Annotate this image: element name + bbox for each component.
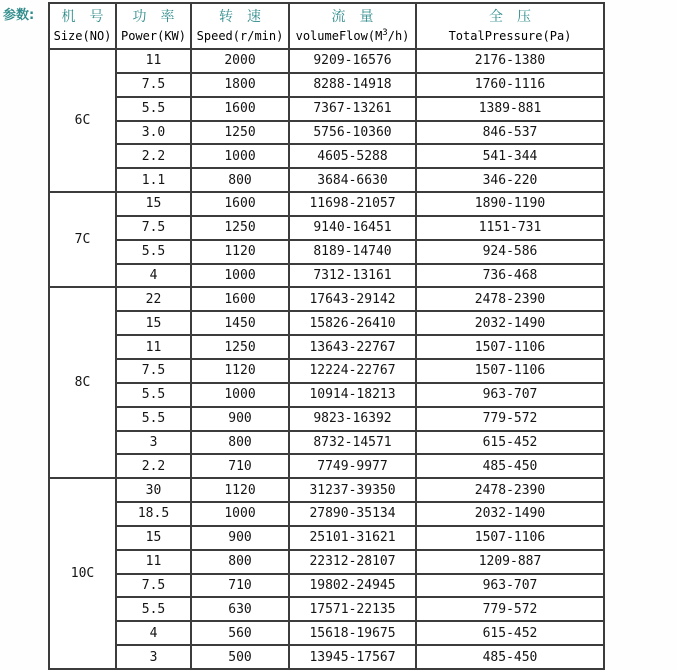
data-cell: 13643-22767 xyxy=(289,335,416,359)
data-cell: 2.2 xyxy=(116,144,191,168)
data-cell: 779-572 xyxy=(416,597,604,621)
data-cell: 8189-14740 xyxy=(289,240,416,264)
data-cell: 11 xyxy=(116,550,191,574)
data-cell: 17643-29142 xyxy=(289,287,416,311)
data-cell: 25101-31621 xyxy=(289,526,416,550)
data-cell: 15 xyxy=(116,192,191,216)
column-header xyxy=(289,3,416,49)
column-header-en: Power(KW) xyxy=(120,29,187,43)
data-cell: 27890-35134 xyxy=(289,502,416,526)
data-cell: 5756-10360 xyxy=(289,121,416,145)
table-row xyxy=(49,597,604,621)
data-cell: 485-450 xyxy=(416,454,604,478)
data-cell: 9823-16392 xyxy=(289,407,416,431)
table-row xyxy=(49,216,604,240)
data-cell: 1760-1116 xyxy=(416,73,604,97)
data-cell: 1600 xyxy=(191,192,289,216)
table-row xyxy=(49,240,604,264)
data-cell: 1.1 xyxy=(116,168,191,192)
data-cell: 1000 xyxy=(191,264,289,288)
column-header-cn: 机 号 xyxy=(61,9,104,25)
table-row xyxy=(49,311,604,335)
data-cell: 846-537 xyxy=(416,121,604,145)
data-cell: 2.2 xyxy=(116,454,191,478)
table-row xyxy=(49,192,604,216)
data-cell: 1250 xyxy=(191,121,289,145)
data-cell: 17571-22135 xyxy=(289,597,416,621)
data-cell: 779-572 xyxy=(416,407,604,431)
data-cell: 2032-1490 xyxy=(416,311,604,335)
data-cell: 924-586 xyxy=(416,240,604,264)
data-cell: 11698-21057 xyxy=(289,192,416,216)
table-row xyxy=(49,121,604,145)
data-cell: 15 xyxy=(116,526,191,550)
data-cell: 1250 xyxy=(191,216,289,240)
table-row xyxy=(49,73,604,97)
data-cell: 7749-9977 xyxy=(289,454,416,478)
data-cell: 2000 xyxy=(191,49,289,73)
data-cell: 963-707 xyxy=(416,574,604,598)
data-cell: 3 xyxy=(116,431,191,455)
data-cell: 22312-28107 xyxy=(289,550,416,574)
data-cell: 1600 xyxy=(191,97,289,121)
data-cell: 11 xyxy=(116,335,191,359)
data-cell: 2176-1380 xyxy=(416,49,604,73)
data-cell: 22 xyxy=(116,287,191,311)
column-header xyxy=(191,3,289,49)
data-cell: 710 xyxy=(191,454,289,478)
column-header xyxy=(416,3,604,49)
data-cell: 5.5 xyxy=(116,597,191,621)
size-cell: 6C xyxy=(49,49,116,192)
data-cell: 7.5 xyxy=(116,73,191,97)
data-cell: 1507-1106 xyxy=(416,526,604,550)
data-cell: 15618-19675 xyxy=(289,621,416,645)
data-cell: 5.5 xyxy=(116,240,191,264)
size-cell: 8C xyxy=(49,287,116,478)
table-row xyxy=(49,621,604,645)
column-header-en: Speed(r/min) xyxy=(196,29,284,43)
data-cell: 1000 xyxy=(191,502,289,526)
table-row xyxy=(49,49,604,73)
table-row xyxy=(49,454,604,478)
data-cell: 800 xyxy=(191,168,289,192)
column-header-en: Size(NO) xyxy=(53,29,112,43)
table-row xyxy=(49,645,604,669)
data-cell: 710 xyxy=(191,574,289,598)
data-cell: 615-452 xyxy=(416,621,604,645)
data-cell: 1800 xyxy=(191,73,289,97)
data-cell: 8288-14918 xyxy=(289,73,416,97)
fan-spec-table xyxy=(48,2,605,670)
table-row xyxy=(49,144,604,168)
data-cell: 346-220 xyxy=(416,168,604,192)
data-cell: 7367-13261 xyxy=(289,97,416,121)
column-header-cn: 全 压 xyxy=(489,9,531,25)
data-cell: 15826-26410 xyxy=(289,311,416,335)
data-cell: 615-452 xyxy=(416,431,604,455)
data-cell: 5.5 xyxy=(116,383,191,407)
data-cell: 10914-18213 xyxy=(289,383,416,407)
data-cell: 1507-1106 xyxy=(416,335,604,359)
column-header-en: $volumeFlow(M^3/h)$ xyxy=(295,28,410,43)
data-cell: 8732-14571 xyxy=(289,431,416,455)
table-row xyxy=(49,407,604,431)
data-cell: 963-707 xyxy=(416,383,604,407)
size-cell: 10C xyxy=(49,478,116,669)
table-row xyxy=(49,550,604,574)
table-row xyxy=(49,335,604,359)
data-cell: 1389-881 xyxy=(416,97,604,121)
data-cell: 4 xyxy=(116,621,191,645)
data-cell: 12224-22767 xyxy=(289,359,416,383)
data-cell: 560 xyxy=(191,621,289,645)
data-cell: 9140-16451 xyxy=(289,216,416,240)
column-header-en: TotalPressure(Pa) xyxy=(448,29,572,43)
data-cell: 7.5 xyxy=(116,359,191,383)
data-cell: 1450 xyxy=(191,311,289,335)
table-row xyxy=(49,383,604,407)
data-cell: 485-450 xyxy=(416,645,604,669)
table-row xyxy=(49,431,604,455)
column-header-cn: 功 率 xyxy=(132,9,175,25)
size-cell: 7C xyxy=(49,192,116,287)
data-cell: 30 xyxy=(116,478,191,502)
header-row xyxy=(49,3,604,49)
column-header xyxy=(49,3,116,49)
data-cell: 736-468 xyxy=(416,264,604,288)
column-header-cn: 流 量 xyxy=(331,9,374,25)
data-cell: 5.5 xyxy=(116,97,191,121)
data-cell: 1250 xyxy=(191,335,289,359)
data-cell: 4605-5288 xyxy=(289,144,416,168)
data-cell: 5.5 xyxy=(116,407,191,431)
table-row xyxy=(49,97,604,121)
table-row xyxy=(49,574,604,598)
data-cell: 1120 xyxy=(191,240,289,264)
table-row xyxy=(49,287,604,311)
data-cell: 541-344 xyxy=(416,144,604,168)
data-cell: 500 xyxy=(191,645,289,669)
data-cell: 1000 xyxy=(191,144,289,168)
data-cell: 18.5 xyxy=(116,502,191,526)
data-cell: 4 xyxy=(116,264,191,288)
data-cell: 1120 xyxy=(191,359,289,383)
table-row xyxy=(49,502,604,526)
data-cell: 1507-1106 xyxy=(416,359,604,383)
data-cell: 1120 xyxy=(191,478,289,502)
data-cell: 11 xyxy=(116,49,191,73)
data-cell: 7.5 xyxy=(116,216,191,240)
data-cell: 7312-13161 xyxy=(289,264,416,288)
data-cell: 3 xyxy=(116,645,191,669)
table-row xyxy=(49,168,604,192)
data-cell: 1600 xyxy=(191,287,289,311)
column-header xyxy=(116,3,191,49)
data-cell: 900 xyxy=(191,407,289,431)
data-cell: 3684-6630 xyxy=(289,168,416,192)
data-cell: 2032-1490 xyxy=(416,502,604,526)
data-cell: 1000 xyxy=(191,383,289,407)
spec-table-body xyxy=(49,49,604,669)
data-cell: 1890-1190 xyxy=(416,192,604,216)
data-cell: 800 xyxy=(191,550,289,574)
data-cell: 13945-17567 xyxy=(289,645,416,669)
data-cell: 19802-24945 xyxy=(289,574,416,598)
data-cell: 7.5 xyxy=(116,574,191,598)
data-cell: 9209-16576 xyxy=(289,49,416,73)
data-cell: 1151-731 xyxy=(416,216,604,240)
data-cell: 31237-39350 xyxy=(289,478,416,502)
data-cell: 3.0 xyxy=(116,121,191,145)
data-cell: 630 xyxy=(191,597,289,621)
table-row xyxy=(49,478,604,502)
column-header-cn: 转 速 xyxy=(219,9,261,25)
table-row xyxy=(49,526,604,550)
data-cell: 15 xyxy=(116,311,191,335)
data-cell: 900 xyxy=(191,526,289,550)
data-cell: 2478-2390 xyxy=(416,478,604,502)
table-row xyxy=(49,359,604,383)
parameters-label: 参数: xyxy=(3,8,35,23)
data-cell: 1209-887 xyxy=(416,550,604,574)
data-cell: 2478-2390 xyxy=(416,287,604,311)
data-cell: 800 xyxy=(191,431,289,455)
table-row xyxy=(49,264,604,288)
